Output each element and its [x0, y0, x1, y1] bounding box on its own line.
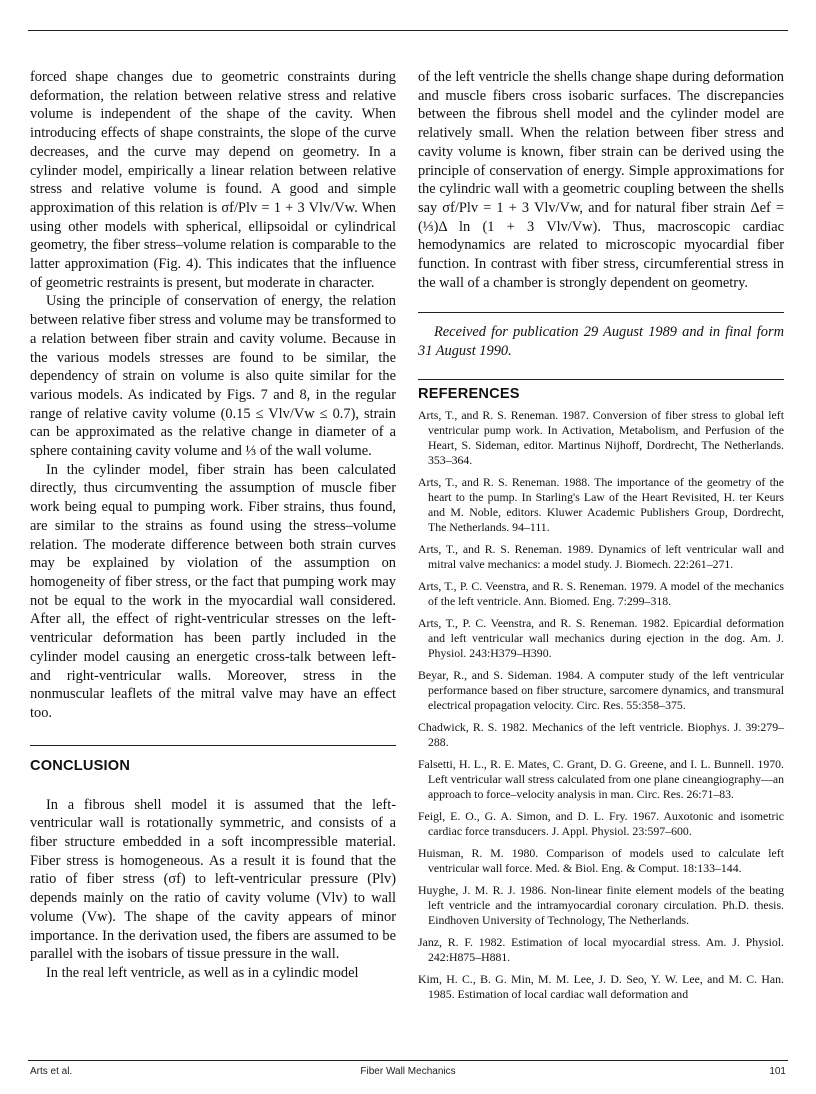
references-heading: REFERENCES [418, 385, 520, 402]
reference-item: Arts, T., and R. S. Reneman. 1988. The importance of the geometry of the heart to the pump. In Starling's Law of the Heart Revisited, H. ter Keurs and M. Noble, editors. Kluwer Academic Publishers Group, Dordrecht, The Netherlands. 94–111. [418, 474, 784, 534]
reference-item: Chadwick, R. S. 1982. Mechanics of the left ventricle. Biophys. J. 39:279–288. [418, 719, 784, 749]
reference-item: Feigl, E. O., G. A. Simon, and D. L. Fry. 1967. Auxotonic and isometric cardiac force transducers. J. Appl. Physiol. 23:597–600. [418, 808, 784, 838]
body-paragraph: Using the principle of conservation of energy, the relation between relative fiber stress and volume may be transformed to a relation between fiber strain and cavity volume. Because in the various models stresses are found to be similar, the dependency of strain on volume is also quite similar for the various models. As indicated by Figs. 7 and 8, in the regular range of relative cavity volume (0.15 ≤ Vlv/Vw ≤ 0.7), strain can be approximated as the relative change in diameter of a sphere containing cavity volume and ⅓ of the wall volume. [30, 293, 396, 460]
body-paragraph: forced shape changes due to geometric constraints during deformation, the relation between relative stress and relative volume is independent of the shape of the cavity. When introducing effects of shape constraints, the slope of the curve decreases, and the curve may depend on geometry. In a cylinder model, empirically a linear relation between relative stress and relative volume is found. A good and simple approximation of this relation is σf/Plv = 1 + 3 Vlv/Vw. When using other models with spherical, ellipsoidal or cylindrical geometry, the fiber stress–volume relation is comparable to the latter approximation (Fig. 4). This indicates that the influence of geometric restraints is present, but moderate in character. [30, 69, 396, 291]
footer-rule [28, 1060, 788, 1061]
running-title: Fiber Wall Mechanics [360, 1066, 456, 1077]
reference-item: Falsetti, H. L., R. E. Mates, C. Grant, D. G. Greene, and I. L. Bunnell. 1970. Left ventricular wall stress calculated from one plane cineangiography—an approach to force–velocity analysis in man. Circ. Res. 26:71–83. [418, 756, 784, 801]
reference-item: Arts, T., P. C. Veenstra, and R. S. Reneman. 1982. Epicardial deformation and left ventricular wall mechanics during ejection in the dog. Am. J. Physiol. 243:H379–H390. [418, 615, 784, 660]
reference-item: Janz, R. F. 1982. Estimation of local myocardial stress. Am. J. Physiol. 242:H875–H881. [418, 934, 784, 964]
reference-item: Kim, H. C., B. G. Min, M. M. Lee, J. D. Seo, Y. W. Lee, and M. C. Han. 1985. Estimation of local cardiac wall deformation and [418, 971, 784, 1001]
reference-item: Beyar, R., and S. Sideman. 1984. A computer study of the left ventricular performance based on fiber structure, sarcomere dynamics, and transmural electrical propagation velocity. Circ. Res. 55:358–375. [418, 667, 784, 712]
right-column [418, 68, 784, 1009]
conclusion-heading: CONCLUSION [30, 757, 131, 774]
reference-item: Arts, T., P. C. Veenstra, and R. S. Reneman. 1979. A model of the mechanics of the left ventricle. Ann. Biomed. Eng. 7:299–318. [418, 578, 784, 608]
page-number: 101 [769, 1066, 786, 1077]
body-paragraph: of the left ventricle the shells change shape during deformation and muscle fibers cross isobaric surfaces. The discrepancies between the fibrous shell model and the cylinder model are relatively small. When the relation between fiber stress and cavity volume is known, fiber strain can be derived using the principle of conservation of energy. Simple approximations for the cylindric wall with a geometric coupling between the shells say σf/Plv = 1 + 3 Vlv/Vw, and for natural fiber strain Δef = (⅓)Δ ln (1 + 3 Vlv/Vw). Thus, macroscopic cardiac hemodynamics are related to microscopic myocardial fiber function. In contrast with fiber stress, circumferential stress in the wall of a chamber is strongly dependent on geometry. [418, 69, 784, 291]
body-paragraph: In the cylinder model, fiber strain has been calculated directly, thus circumventing the assumption of muscle fiber work being equal to pumping work. Fiber strains, thus found, are similar to the strains as found using the stress–volume relation. The moderate difference between both strain curves may be explained by violation of the assumption on homogeneity of fiber stress, or the fact that pumping work may not be equal to the work in the myocardial wall considered. After all, the effect of right-ventricular stresses on the left-ventricular deformation has been partly included in the cylinder model causing an energetic cross-talk between left- and right-ventricular walls. Moreover, stress in the nonmuscular leaflets of the mitral valve may have an effect too. [30, 461, 396, 721]
reference-item: Huisman, R. M. 1980. Comparison of models used to calculate left ventricular wall force. Med. & Biol. Eng. & Comput. 18:133–144. [418, 845, 784, 875]
reference-item: Huyghe, J. M. R. J. 1986. Non-linear finite element models of the beating left ventricle and the intramyocardial coronary circulation. Ph.D. thesis. Eindhoven University of Technology, The Netherlands. [418, 882, 784, 927]
reference-item: Arts, T., and R. S. Reneman. 1987. Conversion of fiber stress to global left ventricular pump work. In Activation, Metabolism, and Perfusion of the Heart, S. Sideman, editor. Martinus Nijhoff, Dordrecht, The Netherlands. 353–364. [418, 407, 784, 467]
received-note: Received for publication 29 August 1989 and in final form 31 August 1990. [418, 324, 784, 360]
left-column [30, 68, 396, 983]
body-paragraph: In the real left ventricle, as well as in a cylindic model [46, 964, 359, 981]
running-author: Arts et al. [30, 1066, 73, 1077]
reference-list [418, 408, 784, 1002]
body-paragraph: In a fibrous shell model it is assumed that the left-ventricular wall is rotationally symmetric, and consists of a fiber structure embedded in a soft incompressible material. Fiber stress is homogeneous. As a result it is found that the ratio of fiber stress (σf) to left-ventricular pressure (Plv) depends mainly on the ratio of cavity volume (Vlv) to wall volume (Vw). The shape of the cavity appears of minor importance. In the derivation used, the fibers are assumed to be parallel with the isobars of tissue pressure in the wall. [30, 796, 396, 963]
top-rule [28, 30, 788, 31]
reference-item: Arts, T., and R. S. Reneman. 1989. Dynamics of left ventricular wall and mitral valve mechanics: a model study. J. Biomech. 22:261–271. [418, 541, 784, 571]
